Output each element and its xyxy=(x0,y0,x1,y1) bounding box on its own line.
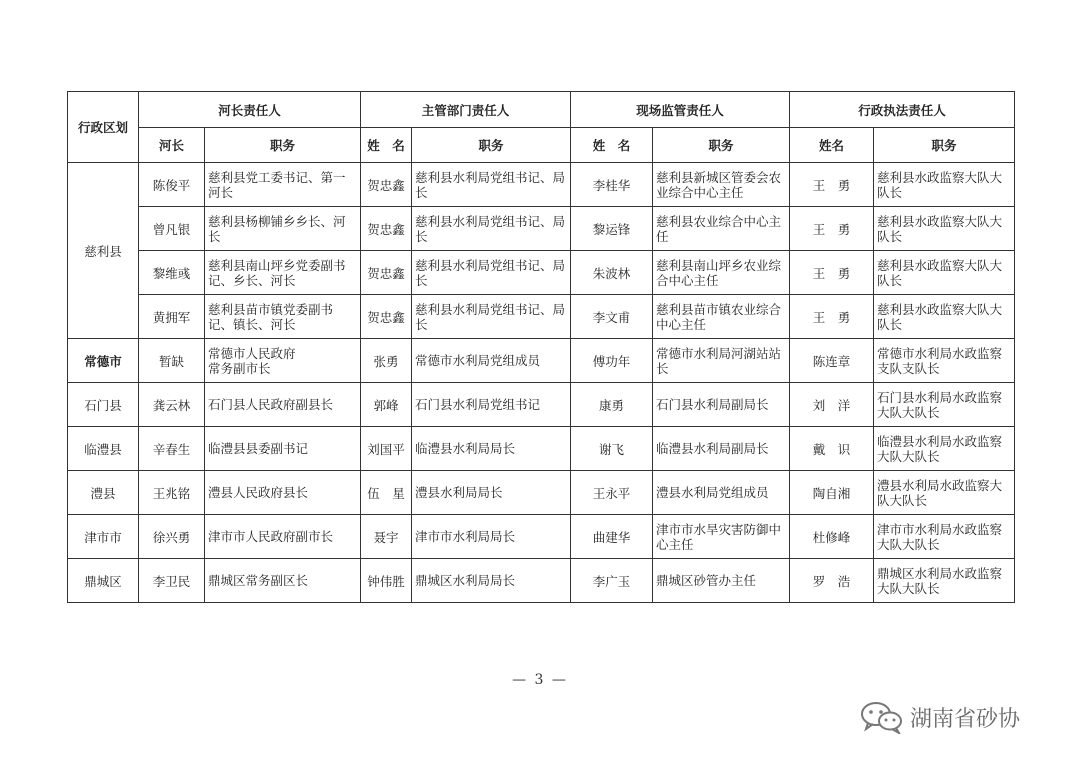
table-row xyxy=(68,383,1015,427)
table-row xyxy=(68,339,1015,383)
dept-name: 贺忠鑫 xyxy=(361,295,412,339)
table-row xyxy=(68,427,1015,471)
subheader-site-duty: 职务 xyxy=(653,128,790,163)
site-name: 李桂华 xyxy=(571,163,653,207)
dept-duty: 常德市水利局党组成员 xyxy=(412,339,571,383)
dept-name: 聂宇 xyxy=(361,515,412,559)
region-cell: 津市市 xyxy=(68,515,139,559)
site-duty: 慈利县南山坪乡农业综合中心主任 xyxy=(653,251,790,295)
enf-name: 罗 浩 xyxy=(790,559,874,603)
site-duty: 慈利县苗市镇农业综合中心主任 xyxy=(653,295,790,339)
dept-name: 刘国平 xyxy=(361,427,412,471)
region-cell: 石门县 xyxy=(68,383,139,427)
site-duty: 临澧县水利局副局长 xyxy=(653,427,790,471)
enf-name: 王 勇 xyxy=(790,295,874,339)
header-dept: 主管部门责任人 xyxy=(361,92,571,128)
region-cell: 鼎城区 xyxy=(68,559,139,603)
river-chief-name: 龚云林 xyxy=(139,383,205,427)
river-chief-name: 徐兴勇 xyxy=(139,515,205,559)
site-name: 李文甫 xyxy=(571,295,653,339)
dept-duty: 慈利县水利局党组书记、局长 xyxy=(412,163,571,207)
site-duty: 慈利县农业综合中心主任 xyxy=(653,207,790,251)
river-chief-duty: 慈利县党工委书记、第一河长 xyxy=(205,163,361,207)
river-chief-duty: 津市市人民政府副市长 xyxy=(205,515,361,559)
watermark-text: 湖南省砂协 xyxy=(910,706,1021,732)
site-duty: 石门县水利局副局长 xyxy=(653,383,790,427)
enf-name: 王 勇 xyxy=(790,251,874,295)
enf-duty: 鼎城区水利局水政监察大队大队长 xyxy=(874,559,1015,603)
region-cell: 临澧县 xyxy=(68,427,139,471)
site-duty: 澧县水利局党组成员 xyxy=(653,471,790,515)
region-cell: 慈利县 xyxy=(68,163,139,339)
dept-duty: 澧县水利局局长 xyxy=(412,471,571,515)
region-cell: 常德市 xyxy=(68,339,139,383)
subheader-dept-duty: 职务 xyxy=(412,128,571,163)
enf-duty: 慈利县水政监察大队大队长 xyxy=(874,207,1015,251)
river-chief-duty: 石门县人民政府副县长 xyxy=(205,383,361,427)
enf-duty: 慈利县水政监察大队大队长 xyxy=(874,251,1015,295)
site-name: 谢飞 xyxy=(571,427,653,471)
dept-duty: 慈利县水利局党组书记、局长 xyxy=(412,207,571,251)
subheader-site-name: 姓 名 xyxy=(571,128,653,163)
site-duty: 慈利县新城区管委会农业综合中心主任 xyxy=(653,163,790,207)
enf-name: 陶自湘 xyxy=(790,471,874,515)
dept-name: 钟伟胜 xyxy=(361,559,412,603)
river-chief-name: 陈俊平 xyxy=(139,163,205,207)
subheader-dept-name: 姓 名 xyxy=(361,128,412,163)
site-name: 黎运锋 xyxy=(571,207,653,251)
dept-duty: 临澧县水利局局长 xyxy=(412,427,571,471)
enf-name: 陈连章 xyxy=(790,339,874,383)
dept-name: 贺忠鑫 xyxy=(361,163,412,207)
enf-duty: 石门县水利局水政监察大队大队长 xyxy=(874,383,1015,427)
enf-name: 王 勇 xyxy=(790,207,874,251)
dept-name: 贺忠鑫 xyxy=(361,207,412,251)
table-row xyxy=(68,559,1015,603)
enf-name: 杜修峰 xyxy=(790,515,874,559)
subheader-enf-duty: 职务 xyxy=(874,128,1015,163)
site-duty: 鼎城区砂管办主任 xyxy=(653,559,790,603)
river-chief-name: 李卫民 xyxy=(139,559,205,603)
enf-duty: 澧县水利局水政监察大队大队长 xyxy=(874,471,1015,515)
subheader-river-chief-name: 河长 xyxy=(139,128,205,163)
site-name: 傅功年 xyxy=(571,339,653,383)
river-chief-name: 王兆铭 xyxy=(139,471,205,515)
enf-duty: 津市市水利局水政监察大队大队长 xyxy=(874,515,1015,559)
river-chief-duty: 临澧县县委副书记 xyxy=(205,427,361,471)
enf-duty: 常德市水利局水政监察支队支队长 xyxy=(874,339,1015,383)
header-region: 行政区划 xyxy=(68,92,139,163)
table-row xyxy=(68,251,1015,295)
header-river-chief: 河长责任人 xyxy=(139,92,361,128)
dept-duty: 津市市水利局局长 xyxy=(412,515,571,559)
subheader-enf-name: 姓名 xyxy=(790,128,874,163)
dept-name: 郭峰 xyxy=(361,383,412,427)
river-chief-name: 曾凡银 xyxy=(139,207,205,251)
header-law-enforcement: 行政执法责任人 xyxy=(790,92,1015,128)
enf-duty: 临澧县水利局水政监察大队大队长 xyxy=(874,427,1015,471)
region-cell: 澧县 xyxy=(68,471,139,515)
dept-name: 张勇 xyxy=(361,339,412,383)
enf-name: 刘 洋 xyxy=(790,383,874,427)
watermark xyxy=(858,700,1020,734)
wechat-icon xyxy=(858,700,904,734)
river-chief-duty: 澧县人民政府县长 xyxy=(205,471,361,515)
dept-name: 贺忠鑫 xyxy=(361,251,412,295)
table-row xyxy=(68,471,1015,515)
table-row xyxy=(68,515,1015,559)
responsibility-table xyxy=(67,91,1015,603)
river-chief-name: 黎维彧 xyxy=(139,251,205,295)
dept-duty: 石门县水利局党组书记 xyxy=(412,383,571,427)
dept-duty: 鼎城区水利局局长 xyxy=(412,559,571,603)
enf-duty: 慈利县水政监察大队大队长 xyxy=(874,295,1015,339)
dept-duty: 慈利县水利局党组书记、局长 xyxy=(412,251,571,295)
site-duty: 常德市水利局河湖站站长 xyxy=(653,339,790,383)
table-row xyxy=(68,207,1015,251)
enf-name: 王 勇 xyxy=(790,163,874,207)
header-site-supervision: 现场监管责任人 xyxy=(571,92,790,128)
enf-name: 戴 识 xyxy=(790,427,874,471)
dept-duty: 慈利县水利局党组书记、局长 xyxy=(412,295,571,339)
river-chief-duty: 慈利县杨柳铺乡乡长、河长 xyxy=(205,207,361,251)
site-name: 王永平 xyxy=(571,471,653,515)
river-chief-duty: 鼎城区常务副区长 xyxy=(205,559,361,603)
river-chief-duty: 慈利县南山坪乡党委副书记、乡长、河长 xyxy=(205,251,361,295)
enf-duty: 慈利县水政监察大队大队长 xyxy=(874,163,1015,207)
table-row xyxy=(68,163,1015,207)
river-chief-duty: 慈利县苗市镇党委副书记、镇长、河长 xyxy=(205,295,361,339)
dept-name: 伍 星 xyxy=(361,471,412,515)
site-name: 李广玉 xyxy=(571,559,653,603)
site-name: 朱波林 xyxy=(571,251,653,295)
page-number: — 3 — xyxy=(512,672,568,688)
subheader-river-chief-duty: 职务 xyxy=(205,128,361,163)
river-chief-name: 黄拥军 xyxy=(139,295,205,339)
river-chief-duty: 常德市人民政府 常务副市长 xyxy=(205,339,361,383)
river-chief-name: 辛春生 xyxy=(139,427,205,471)
river-chief-name: 暂缺 xyxy=(139,339,205,383)
site-name: 曲建华 xyxy=(571,515,653,559)
site-name: 康勇 xyxy=(571,383,653,427)
site-duty: 津市市水旱灾害防御中心主任 xyxy=(653,515,790,559)
table-row xyxy=(68,295,1015,339)
